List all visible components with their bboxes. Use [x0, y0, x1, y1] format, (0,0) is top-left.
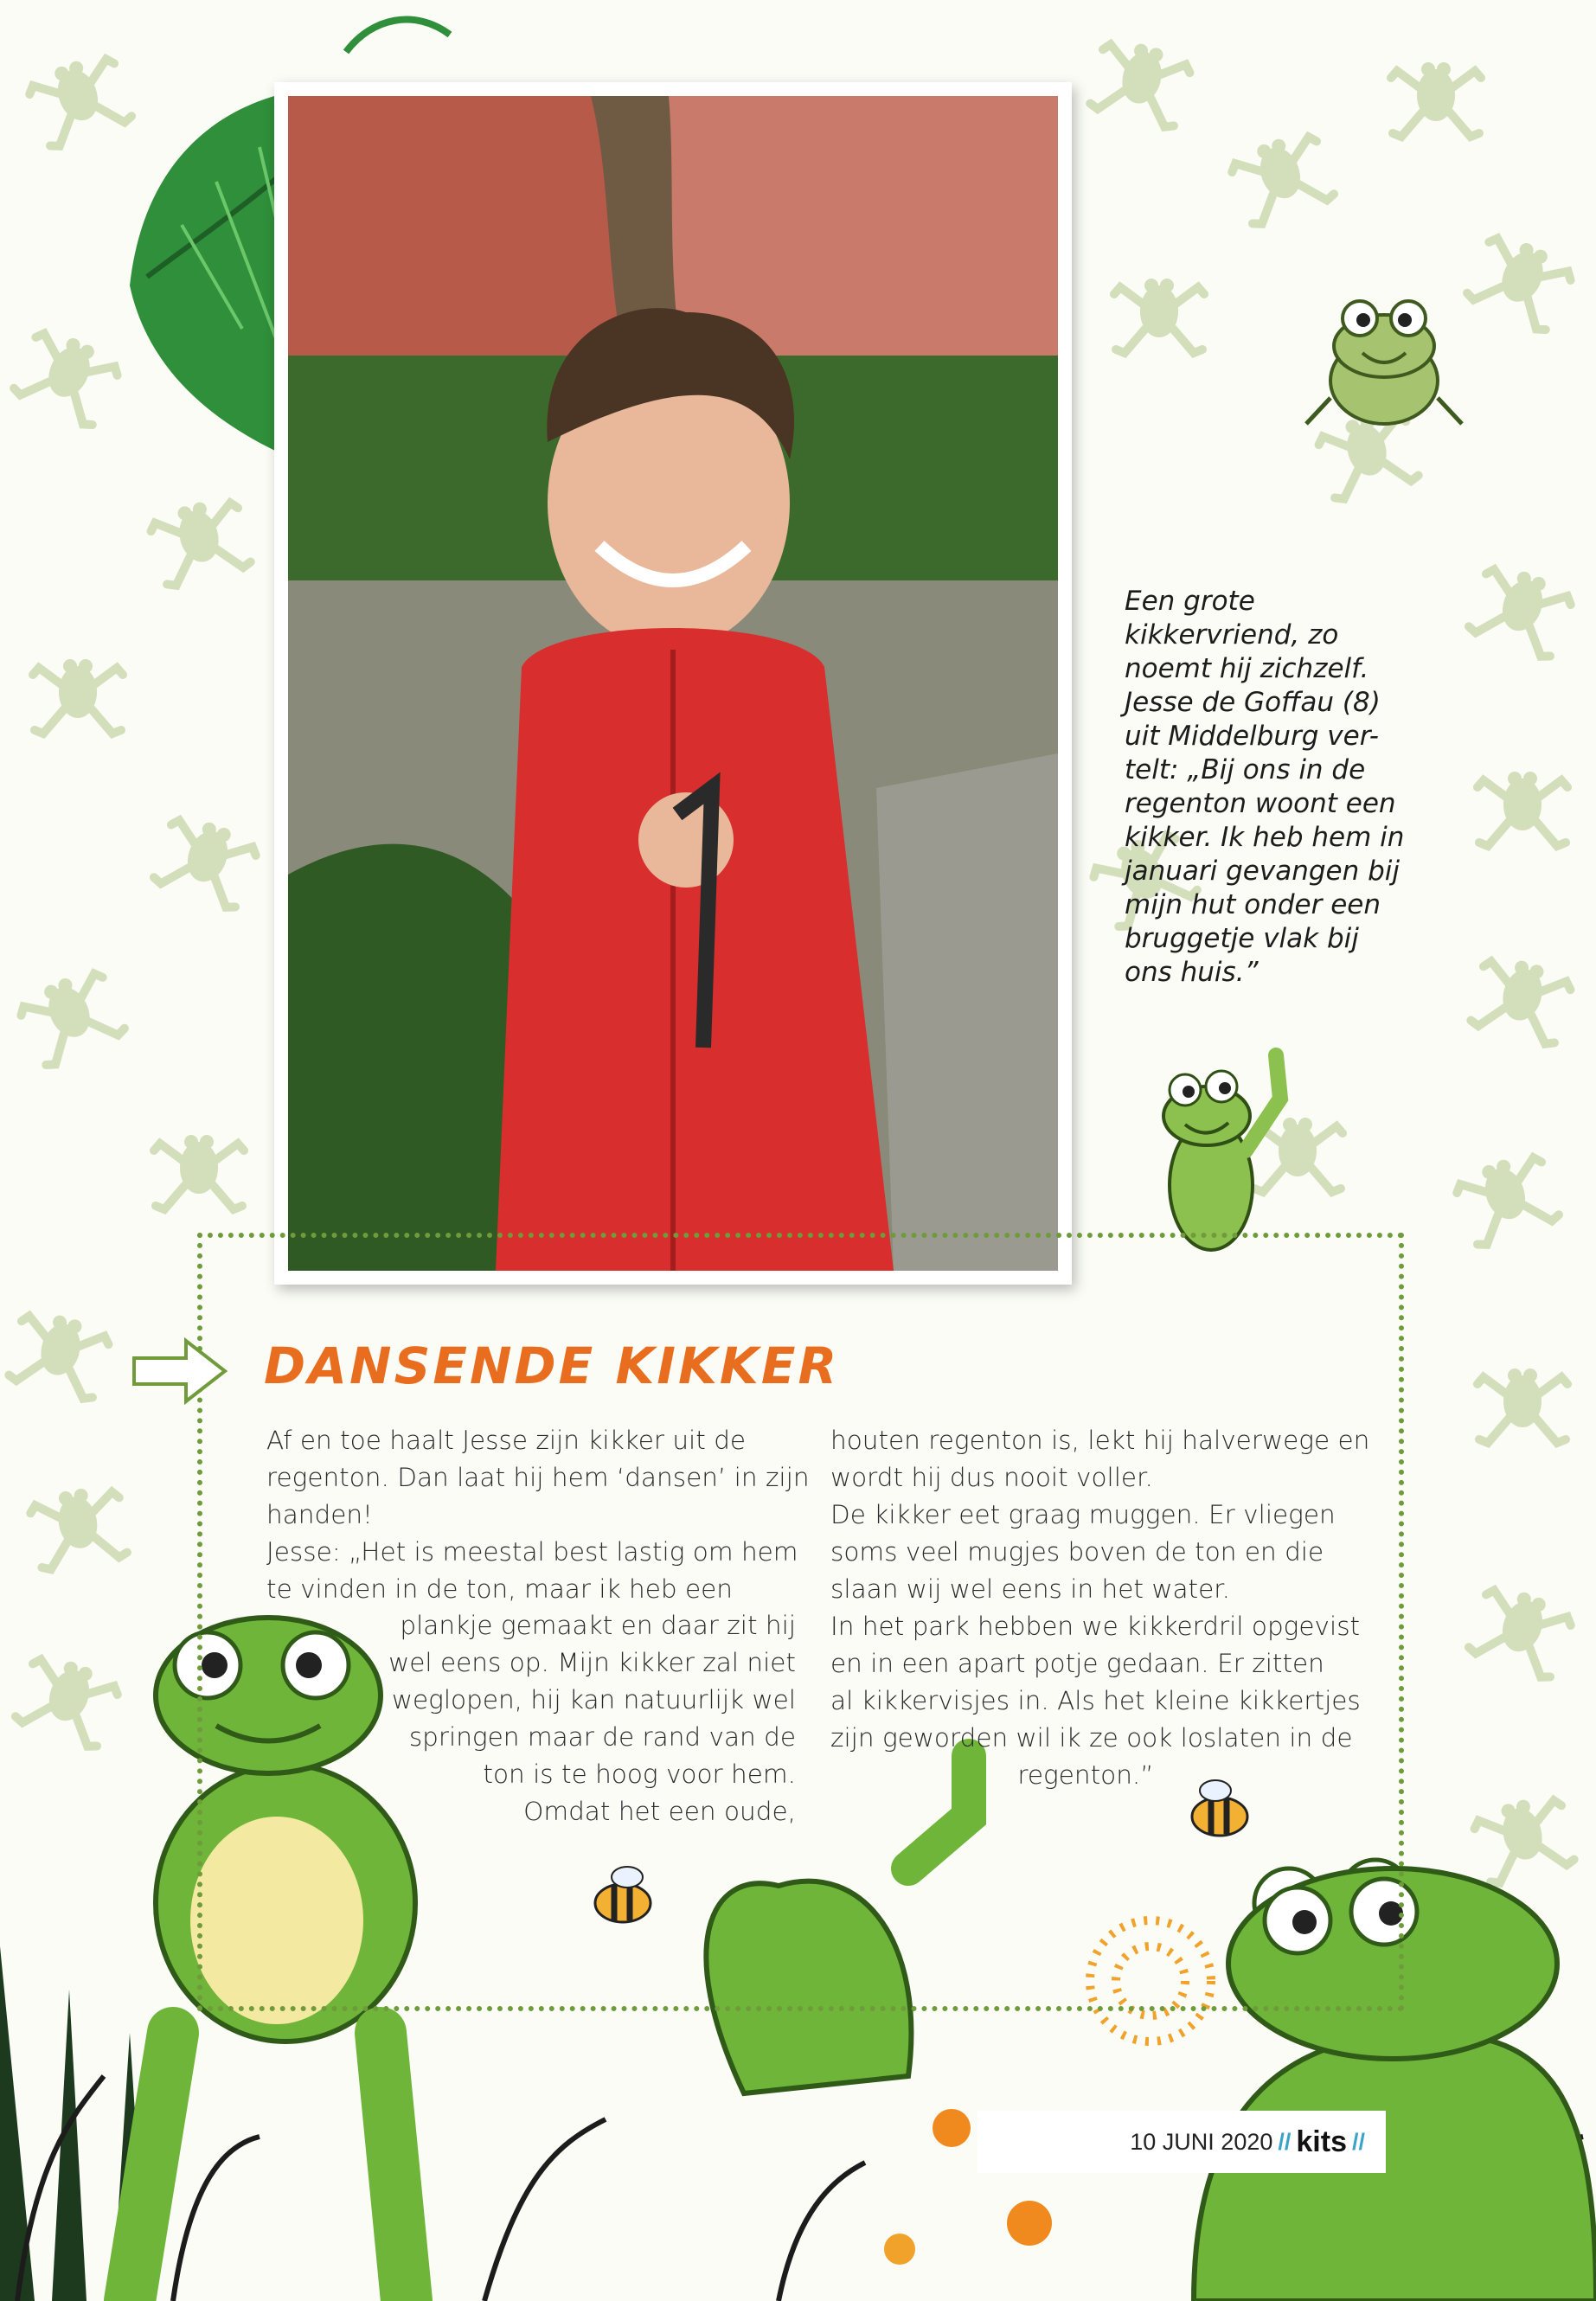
article-column1-top: Af en toe haalt Jesse zijn kikker uit de regenton. Dan laat hij hem ‘dansen’ in zijn handen! Jesse: „Het is meestal best lastig om hem te vinden in de ton, maar ik heb een: [266, 1426, 810, 1604]
photo-caption: Een grote kikkervriend, zo noemt hij zichzelf. Jesse de Goffau (8) uit Middelburg ver- telt: „Bij ons in de regenton woont een kikker. Ik heb hem in januari gevangen bij mijn hut onder een bruggetje vlak bij ons huis.”: [1125, 586, 1405, 988]
article-column2-top: houten regenton is, lekt hij halverwege en wordt hij dus nooit voller. De kikker eet graag muggen. Er vliegen soms veel mugjes boven de ton en die slaan wij wel eens in het water. In het park hebben we kikkerdril opgevist en in een apart potje gedaan. Er zitten al kikkervisjes in. Als het kleine kikkertjes zijn geworden wil ik ze ook loslaten in de: [830, 1426, 1370, 1753]
frog-waving-icon: [1163, 1055, 1280, 1250]
footer-trailing: //: [1351, 2128, 1365, 2155]
article-column1-bottom: plankje gemaakt en daar zit hij wel eens op. Mijn kikker zal niet weglopen, hij kan natuurlijk wel springen maar de rand van de ton is te hoog voor hem. Omdat het een oude,: [388, 1611, 796, 1826]
article-headline: DANSENDE KIKKER: [264, 1336, 840, 1395]
photo-illustration: [288, 96, 1058, 1271]
page-footer: [977, 2111, 1386, 2173]
frog-sitting-icon: [1306, 301, 1462, 424]
footer-brand: kits: [1296, 2125, 1347, 2158]
arrow-right-icon: [130, 1336, 234, 1406]
footer-date: 10 JUNI 2020: [1130, 2128, 1273, 2155]
footer-separator: //: [1278, 2128, 1292, 2155]
article-column2-end: regenton.”: [1017, 1760, 1154, 1790]
photo-jesse-with-frog: [274, 82, 1072, 1285]
